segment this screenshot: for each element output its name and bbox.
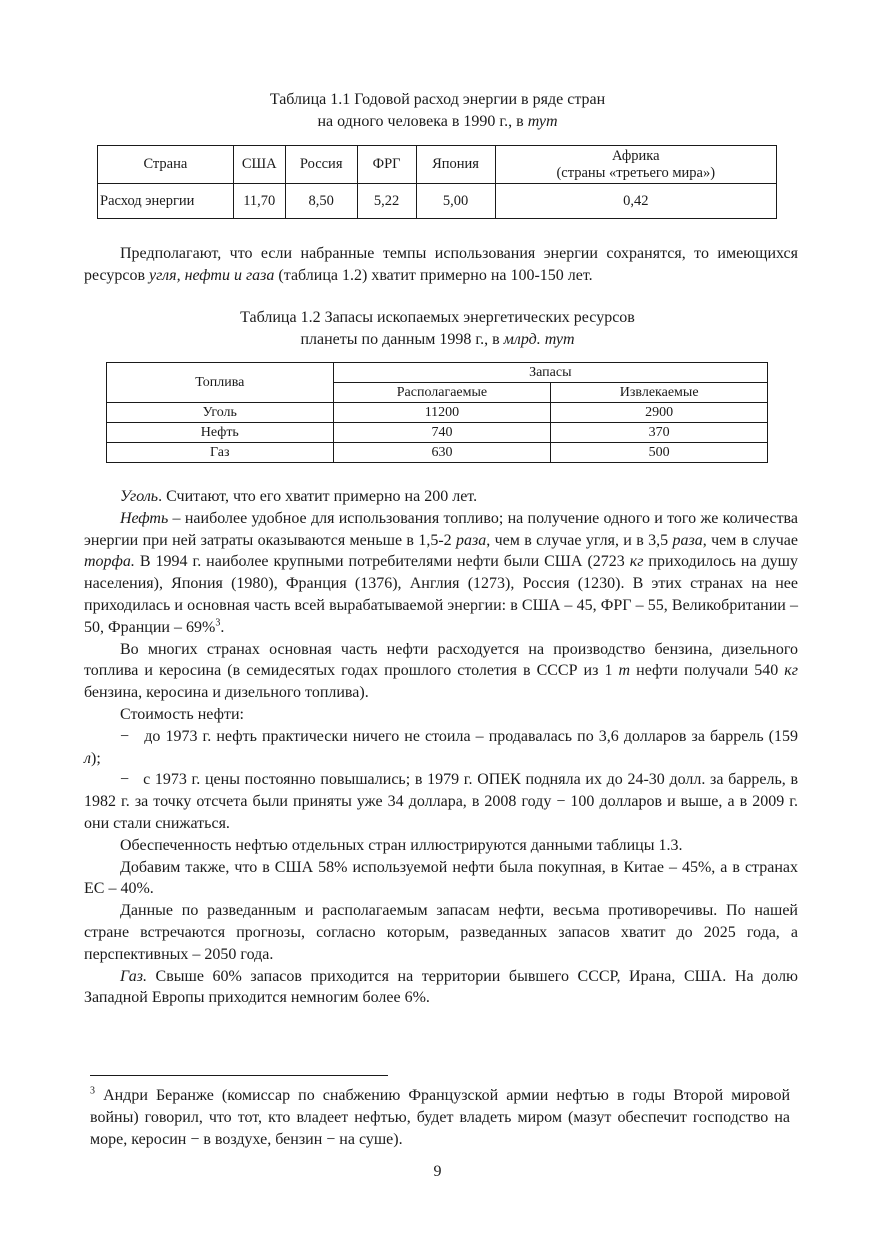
table2-caption-line1: Таблица 1.2 Запасы ископаемых энергетических ресурсов [240,309,635,326]
paragraph-import: Добавим также, что в США 58% используемой нефти была покупная, в Китае – 45%, а в странах ЕС – 40%. [84,858,798,898]
table1-cell: 0,42 [495,184,777,219]
table2-fuel-name: Нефть [107,423,334,443]
table-row [107,423,768,443]
refining-unit-t: т [618,662,631,680]
bullet-dash: − [120,771,130,789]
table2-caption [0,307,875,351]
refining-text-a: Во многих странах основная часть нефти расходуется на производство бензина, дизельного топлива и керосина (в семидесятых годах прошлого столетия в СССР из 1 [84,640,798,680]
paragraph-oil [84,508,798,639]
table1-caption-line1: Таблица 1.1 Годовой расход энергии в ряде стран [269,91,606,108]
list-item [84,769,798,834]
oil-text-c: , чем в случае [702,531,798,549]
table1-header-japan: Япония [416,146,495,184]
table2-cell: 11200 [333,403,551,423]
table2-header-fuel: Топлива [107,363,334,403]
page-number: 9 [433,1163,442,1180]
paragraph-gas [84,966,798,1010]
oil-text-b: , чем в случае угля, и в 3,5 [486,531,673,549]
table2-header-row [107,363,768,383]
oil-raza-2: раза [672,531,703,549]
oil-text-a: – наиболее удобное для использования топливо; на получение одного и того же количества энергии при ней затраты оказываются меньше в 1,5-2 [84,509,798,549]
table2-caption-unit: млрд. тут [503,331,575,348]
table1-header-country: Страна [98,146,234,184]
table2-cell: 740 [333,423,551,443]
bullet-dash: − [120,727,130,745]
table2-cell: 370 [551,423,768,443]
list-item [84,726,798,770]
table1-header-russia: Россия [285,146,357,184]
refining-text-b: нефти получали 540 [630,662,785,680]
footnote [90,1085,790,1151]
paragraph-reserves: Данные по разведанным и располагаемым запасам нефти, весьма противоречивы. По нашей стране встречаются прогнозы, согласно которым, разведанных запасов хватит до 2025 года, а перспективных – 2050 года. [84,902,798,963]
refining-text-c: бензина, керосина и дизельного топлива). [84,684,369,702]
footnote-text: Андри Беранже (комиссар по снабжению Французской армии нефтью в годы Второй мировой войны) говорил, что тот, кто владеет нефтью, будет владеть миром (мазут обеспечит господство на море, керосин − в воздухе, бензин − на суше). [90,1087,790,1148]
table1-caption [0,89,875,133]
table1-header-row [98,146,777,184]
table1-header-frg: ФРГ [357,146,416,184]
table1-cell: 11,70 [233,184,285,219]
intro-text-pre: Предполагают, что если набранные темпы использования энергии сохранятся, то имеющихся ресурсов [84,245,798,284]
table1-caption-unit: тут [527,113,558,130]
oil-text-e: приходилось на душу населения), Япония (1980), Франция (1376), Англия (1273), Россия (1230). В этих странах на нее приходилась и основная часть всей вырабатываемой энергии: в США – 45, ФРГ – 55, Великобритании – 50, Франции – 69% [84,553,799,636]
table1-header-africa [495,146,777,184]
table2-cell: 2900 [551,403,768,423]
oil-text-d: В 1994 г. наиболее крупными потребителями нефти были США (2723 [134,553,630,571]
oil-raza-1: раза [456,531,487,549]
footnote-mark: 3 [90,1085,95,1097]
energy-consumption-table [97,145,777,219]
table1-caption-text: на одного человека в 1990 г., в [317,113,528,130]
intro-text-fuels: угля, нефти и газа [149,267,275,284]
table2-header-available: Располагаемые [333,383,551,403]
paragraph-cost-label: Стоимость нефти: [120,705,244,723]
table1-cell: 5,22 [357,184,416,219]
footnote-ref[interactable]: 3 [215,617,221,629]
table1-header-usa: США [233,146,285,184]
coal-text: . Считают, что его хватит примерно на 200 лет. [158,488,478,505]
table2-cell: 630 [333,443,551,463]
refining-unit-kg: кг [784,662,799,680]
bullet2-text: с 1973 г. цены постоянно повышались; в 1979 г. ОПЕК подняла их до 24-30 долл. за баррель, в 1982 г. за точку отсчета были приняты уже 34 доллара, в 2008 году − 100 долларов и выше, а в 2009 г. они стали снижаться. [84,771,799,832]
table1-data-row [98,184,777,219]
bullet1-unit-l: л [84,749,91,767]
table2-caption-text: планеты по данным 1998 г., в [300,331,504,348]
table2-caption-line2 [0,329,875,351]
table2-fuel-name: Уголь [107,403,334,423]
table1-row-label: Расход энергии [98,184,234,219]
table2-header-reserves: Запасы [333,363,767,383]
table-row [107,443,768,463]
main-text [84,486,798,1009]
table2-fuel-name: Газ [107,443,334,463]
table1-cell: 5,00 [416,184,495,219]
oil-kg: кг [629,553,644,571]
oil-peat: торфа. [84,553,135,571]
paragraph-coal [84,486,798,508]
oil-text-end: . [220,618,225,636]
fossil-reserves-table [106,362,768,463]
bullet1-text-a: до 1973 г. нефть практически ничего не стоила – продавалась по 3,6 долларов за баррель (159 [144,727,799,745]
table2-cell: 500 [551,443,768,463]
gas-text: Свыше 60% запасов приходится на территории бывшего СССР, Ирана, США. На долю Западной Европы приходится немногим более 6%. [84,967,798,1007]
table1-header-africa-line2: (страны «третьего мира») [556,164,716,181]
paragraph-supply: Обеспеченность нефтью отдельных стран иллюстрируются данными таблицы 1.3. [120,836,683,854]
table2-header-extractable: Извлекаемые [551,383,768,403]
intro-paragraph [84,243,798,287]
bullet1-text-b: ); [90,749,101,767]
footnote-divider [90,1075,388,1076]
term-oil: Нефть [120,509,169,527]
table1-caption-line2 [0,111,875,133]
table1-header-africa-line1: Африка [611,147,660,164]
term-gas: Газ. [120,967,147,985]
term-coal: Уголь [120,488,159,505]
intro-text-post: (таблица 1.2) хватит примерно на 100-150 лет. [274,267,593,284]
intro-text [84,243,798,287]
table1-cell: 8,50 [285,184,357,219]
table-row [107,403,768,423]
paragraph-refining [84,639,798,704]
